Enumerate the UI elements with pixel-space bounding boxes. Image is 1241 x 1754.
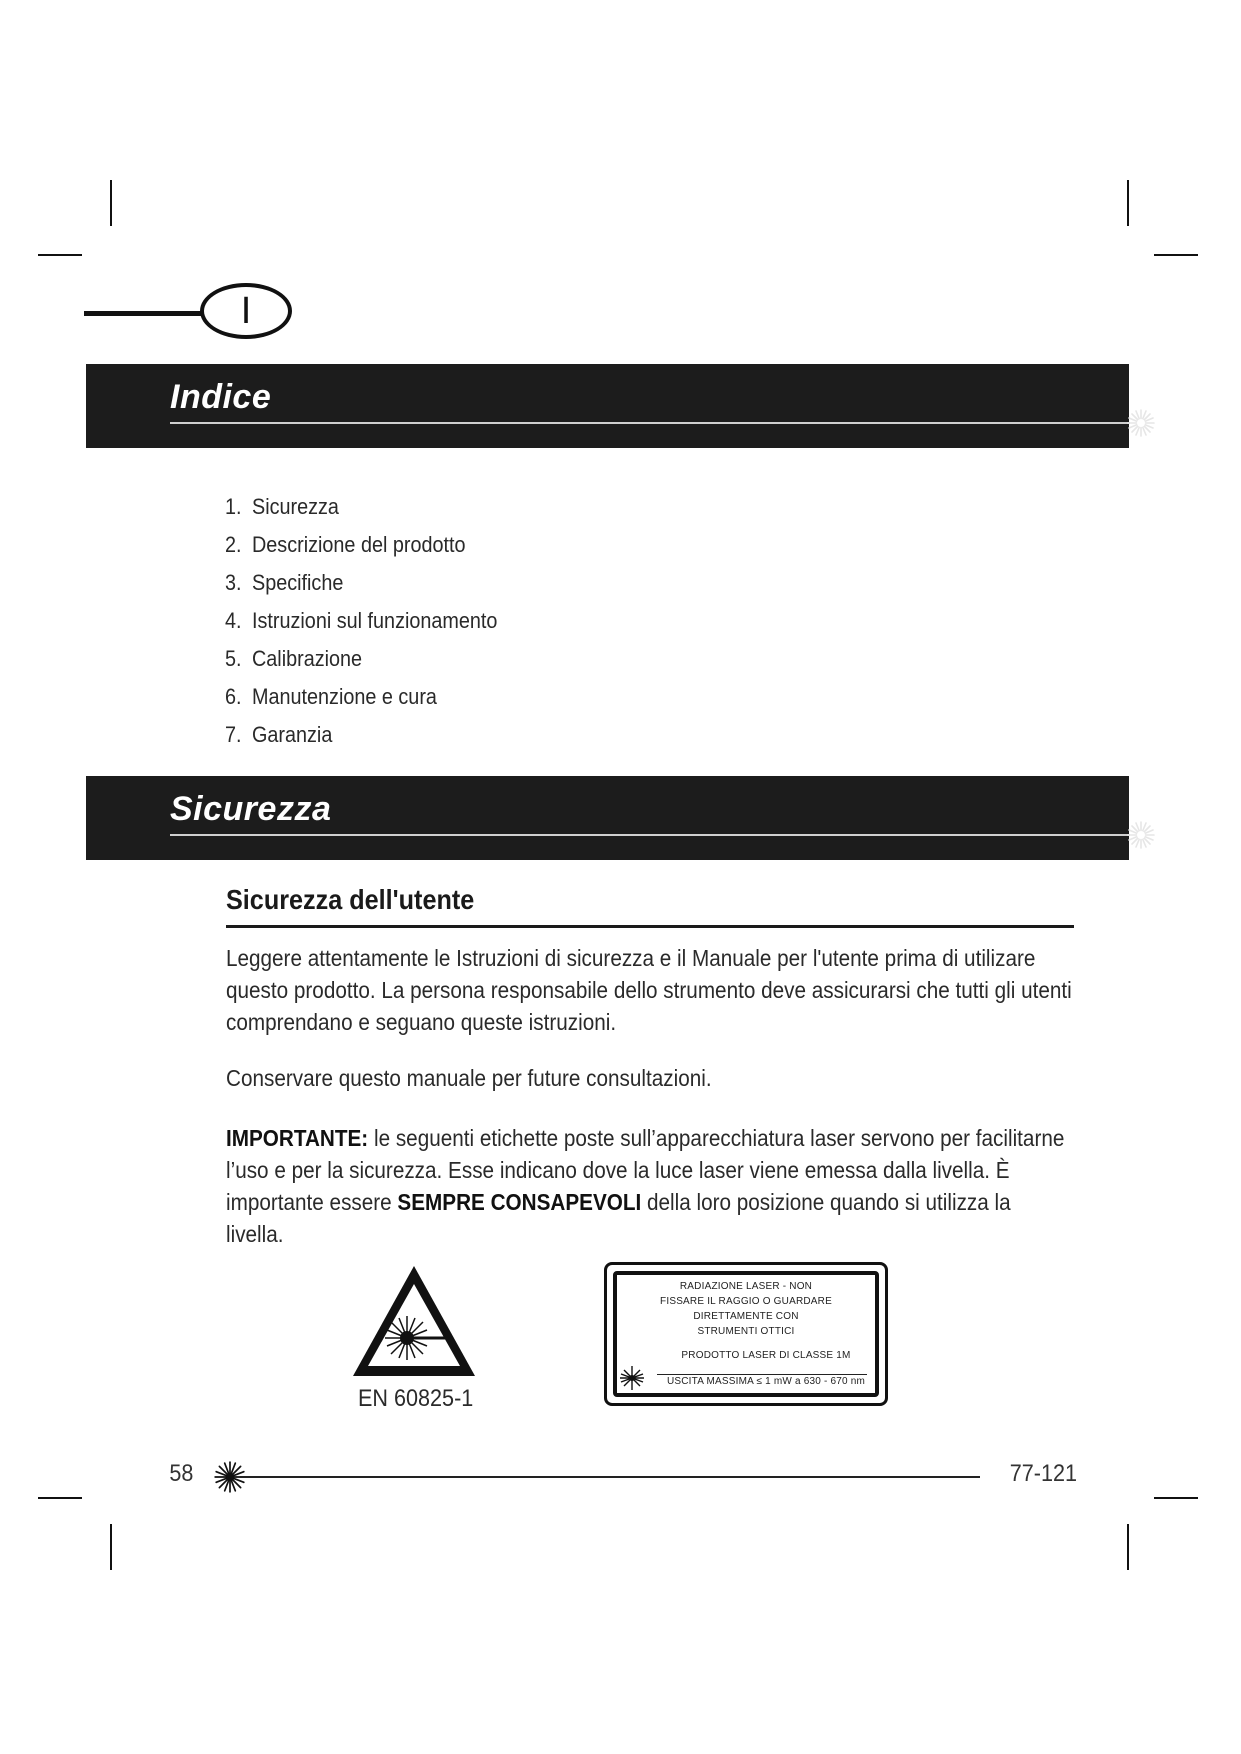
crop-mark: [110, 180, 112, 226]
crop-mark: [38, 1497, 82, 1499]
crop-mark: [110, 1524, 112, 1570]
important-emphasis: SEMPRE CONSAPEVOLI: [397, 1189, 642, 1215]
toc-item: 1. Sicurezza: [225, 494, 339, 519]
standard-caption: EN 60825-1: [358, 1385, 474, 1412]
toc-item: 2. Descrizione del prodotto: [225, 532, 466, 557]
section-header-safety: [86, 776, 1129, 860]
footer-rule: [240, 1476, 980, 1478]
label-rule: [657, 1374, 867, 1375]
toc-item: 3. Specifiche: [225, 570, 344, 595]
crop-mark: [1154, 254, 1198, 256]
section-title-rule: [170, 422, 1130, 424]
toc-item: 7. Garanzia: [225, 722, 333, 747]
important-label: IMPORTANTE:: [226, 1125, 369, 1151]
crop-mark: [1127, 180, 1129, 226]
table-of-contents: [225, 488, 528, 754]
laser-product-label: [604, 1262, 888, 1406]
section-header-index: [86, 364, 1129, 448]
section-title-rule: [170, 834, 1130, 836]
subsection-title: Sicurezza dell'utente: [226, 884, 475, 915]
section-title: Indice: [170, 378, 272, 416]
label-line: USCITA MASSIMA ≤ 1 mW a 630 - 670 nm: [666, 1376, 866, 1387]
crop-mark: [1154, 1497, 1198, 1499]
page-number: 58: [169, 1460, 194, 1487]
label-line: RADIAZIONE LASER - NON: [679, 1281, 813, 1292]
label-line: FISSARE IL RAGGIO O GUARDARE: [660, 1296, 832, 1307]
intro-paragraph: Leggere attentamente le Istruzioni di sicurezza e il Manuale per l'utente prima di utilizare questo prodotto. La persona responsabile dello strumento deve assicurarsi che tutti gli utenti comprendano e seguano queste istruzioni.: [226, 945, 1072, 1035]
crop-mark: [38, 254, 82, 256]
language-tab-connector: [84, 311, 204, 316]
laser-burst-icon: [619, 1365, 645, 1391]
keep-manual-paragraph: Conservare questo manuale per future consultazioni.: [226, 1065, 712, 1091]
language-tab: [200, 283, 292, 339]
toc-item: 4. Istruzioni sul funzionamento: [225, 608, 498, 633]
subsection-rule: [226, 925, 1074, 928]
toc-item: 5. Calibrazione: [225, 646, 363, 671]
label-line: DIRETTAMENTE CON: [693, 1311, 799, 1322]
label-line: STRUMENTI OTTICI: [697, 1326, 795, 1337]
laser-warning-triangle-icon: [349, 1262, 479, 1380]
toc-item: 6. Manutenzione e cura: [225, 684, 437, 709]
language-tab-label: I: [240, 289, 252, 332]
laser-burst-icon: [1126, 820, 1156, 850]
model-number: 77-121: [1009, 1460, 1077, 1487]
laser-burst-icon: [1126, 408, 1156, 438]
label-line: PRODOTTO LASER DI CLASSE 1M: [681, 1350, 851, 1361]
important-paragraph: IMPORTANTE: le seguenti etichette poste sull’apparecchiatura laser servono per facilitarne l’uso e per la sicurezza. Esse indicano dove la luce laser viene emessa dalla livella. È importante essere SEMPRE CONSAPEVOLI della loro posizione quando si utilizza la livella.: [226, 1125, 1065, 1247]
crop-mark: [1127, 1524, 1129, 1570]
section-title: Sicurezza: [170, 790, 332, 828]
